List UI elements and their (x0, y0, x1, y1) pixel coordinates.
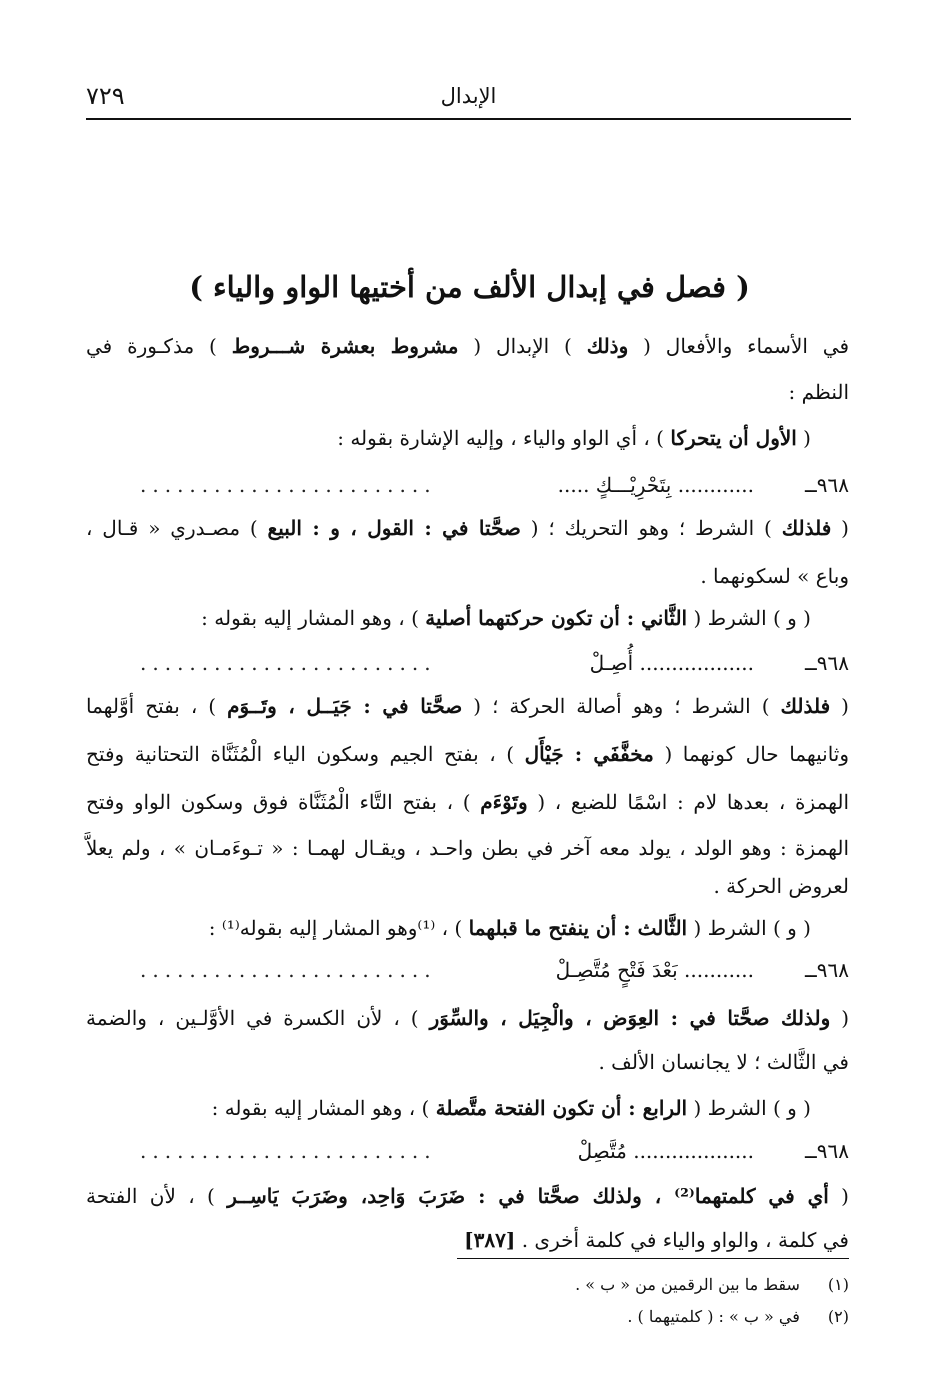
verse-ellipsis: ........................ (140, 473, 437, 497)
text-line (86, 1092, 811, 1124)
text-run: ) ، أي الواو والياء ، وإليه الإشارة بقوله : (337, 426, 671, 450)
text-line (86, 1180, 849, 1212)
text-run: الهمزة : وهو الولد ، يولد معه آخر في بطن واحـد ، ويقـال لهمـا : « تـوءَمـان » ، ولم يعلاَّ (86, 836, 849, 860)
text-run: ) ، وهو المشار إليه بقوله : (211, 1096, 436, 1120)
footnote (200, 1274, 849, 1296)
text-run: ) ، بفتح الجيم وسكون الياء الْمُثَنَّاة التحتانية وفتح (86, 742, 525, 766)
verse-number: ٩٦٨ــ (805, 1139, 849, 1163)
verse-text: .................. أُصِـلْ (589, 651, 754, 675)
footnote-text: في « ب » : ( كلمتيهما ) . (627, 1307, 800, 1326)
header-rule (86, 118, 851, 120)
bold-text-run: الأول أن يتحركا (670, 426, 797, 450)
text-line (86, 376, 849, 408)
bold-text-run: مخفَّفَي : جَيْأَل (524, 742, 654, 766)
text-run: ( (796, 426, 811, 450)
bold-text-run: وتَوْءَم (480, 790, 528, 814)
text-run: ) مذكـورة في (86, 334, 232, 358)
text-run: ) مصـدري « قـال ، (86, 516, 268, 540)
bold-text-run: [٣٨٧] (464, 1228, 516, 1252)
verse-line (140, 955, 849, 985)
text-line (86, 832, 849, 864)
page-header (86, 80, 851, 116)
chapter-title: ( فصل في إبدال الألف من أختيها الواو والياء ) (189, 270, 750, 304)
bold-text-run: الثَّالث : أن ينفتح ما قبلهما (468, 916, 688, 940)
text-run: ) ، وهو المشار إليه بقوله : (201, 606, 426, 630)
text-run: ( (828, 1184, 849, 1208)
bold-text-run: صحَّتا في : جَيَــل ، وتَــوَم (227, 694, 463, 718)
text-run: ( و ) الشرط ( (687, 606, 811, 630)
text-run: ) الإبدال ( (458, 334, 587, 358)
text-line (86, 1046, 849, 1078)
verse-number: ٩٦٨ــ (805, 651, 849, 675)
text-run: ( و ) الشرط ( (687, 916, 811, 940)
verse-number: ٩٦٨ــ (805, 958, 849, 982)
footnote (200, 1306, 849, 1328)
text-run: في كلمة ، والواو والياء في كلمة أخرى . (515, 1228, 849, 1252)
bold-text-run: صحَّتا في : القول ، و : البيع (267, 516, 521, 540)
text-run: ) ، لأن الكسرة في الأوَّلـين ، والضمة (86, 1006, 430, 1030)
bold-text-run: الثَّاني : أن تكون حركتهما أصلية (425, 606, 688, 630)
text-line (86, 1224, 849, 1256)
text-run: ( (830, 694, 849, 718)
text-line (86, 870, 849, 902)
text-line (86, 1002, 849, 1034)
footnote-number: (٢) (827, 1307, 849, 1326)
verse-ellipsis: ........................ (140, 651, 437, 675)
text-line (86, 786, 849, 818)
footnote-number: (١) (827, 1275, 849, 1294)
text-line (86, 690, 849, 722)
verse-text: ........... بَعْدَ فَتْحٍ مُتَّصِـلْ (555, 958, 754, 982)
text-run: ) ، لأن الفتحة (86, 1184, 228, 1208)
verse-number: ٩٦٨ــ (805, 473, 849, 497)
footnote-text: سقط ما بين الرقمين من « ب » . (575, 1275, 800, 1294)
bold-text-run: فلذلك (781, 516, 832, 540)
bold-text-run: وذلك (586, 334, 629, 358)
text-run: ) الشرط ؛ وهو التحريك ؛ ( (520, 516, 782, 540)
bold-text-run: فلذلك (780, 694, 831, 718)
text-line (86, 560, 849, 592)
text-run: وباع » لسكونهما . (700, 564, 849, 588)
verse-line (140, 648, 849, 678)
bold-text-run: مشروط بعشرة شـــروط (231, 334, 459, 358)
verse-text: ................... مُتَّصِلْ (577, 1139, 754, 1163)
text-run: وثانيهما حال كونهما ( (653, 742, 850, 766)
verse-ellipsis: ........................ (140, 958, 437, 982)
bold-text-run: ولذلك صحَّتا في : العِوَض ، والْجِيَل ، والسِّوَر (429, 1006, 831, 1030)
page-number: ٧٢٩ (86, 82, 125, 110)
text-run: ) الشرط ؛ وهو أصالة الحركة ؛ ( (462, 694, 781, 718)
text-run: ) ، ⁽¹⁾وهو المشار إليه بقوله⁽¹⁾ : (208, 916, 469, 940)
text-line (86, 422, 811, 454)
text-line (86, 738, 849, 770)
text-run: ( (830, 1006, 850, 1030)
running-title: الإبدال (440, 84, 497, 108)
text-line (86, 602, 811, 634)
footnote-rule (457, 1258, 849, 1259)
verse-line (140, 1136, 849, 1166)
text-line (86, 512, 849, 544)
bold-text-run: الرابع : أن تكون الفتحة متَّصلة (435, 1096, 688, 1120)
bold-text-run: أي في كلمتهما⁽²⁾ ، ولذلك صحَّتا في : ضَرَبَ وَاحِد، وضَرَبَ يَاسِــر (227, 1184, 829, 1208)
text-line (86, 330, 849, 362)
verse-line (140, 470, 849, 500)
text-line (86, 912, 811, 944)
text-run: ) ، بفتح أوَّلهما (86, 694, 228, 718)
text-run: لعروض الحركة . (713, 874, 849, 898)
text-run: ) ، بفتح التَّاء الْمُثَنَّاة فوق وسكون الواو وفتح (86, 790, 481, 814)
text-run: ( (831, 516, 849, 540)
text-run: الهمزة ، بعدها لام : اسْمًا للضبع ، ( (527, 790, 849, 814)
verse-text: ............ بِتَحْرِيْـــكٍ ..... (557, 473, 754, 497)
text-run: في الثَّالث ؛ لا يجانسان الألف . (598, 1050, 849, 1074)
verse-ellipsis: ........................ (140, 1139, 437, 1163)
text-run: النظم : (788, 380, 849, 404)
text-run: ( و ) الشرط ( (687, 1096, 811, 1120)
text-run: في الأسماء والأفعال ( (628, 334, 850, 358)
